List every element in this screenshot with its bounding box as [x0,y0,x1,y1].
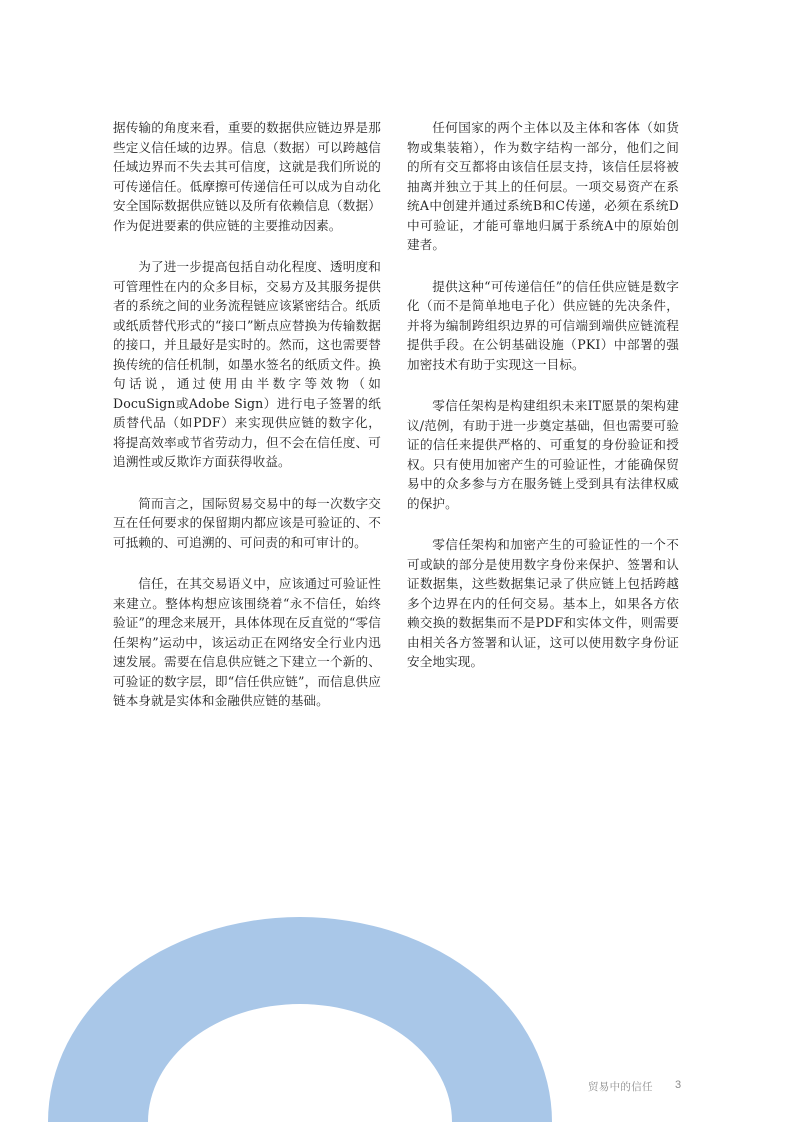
footer-title: 贸易中的信任 [588,1081,653,1093]
body-paragraph: 任何国家的两个主体以及主体和客体（如货物或集装箱），作为数字结构一部分，他们之间的所有交互都将由该信任层支持，该信任层将被抽离并独立于其上的任何层。一项交易资产在系统A中创建并通过系统B和C传递，必须在系统D中可验证，才能可靠地归属于系统A中的原始创建者。 [407,120,679,252]
body-paragraph: 简而言之，国际贸易交易中的每一次数字交互在任何要求的保留期内都应该是可验证的、不可抵赖的、可追溯的、可问责的和可审计的。 [113,495,381,550]
body-paragraph: 零信任架构是构建组织未来IT愿景的架构建议/范例，有助于进一步奠定基础，但也需要可验证的信任来提供严格的、可重复的身份验证和授权。只有使用加密产生的可验证性，才能确保贸易中的众多参与方在服务链上受到具有法律权威的保护。 [407,398,679,511]
page-number: 3 [675,1079,682,1091]
body-paragraph: 零信任架构和加密产生的可验证性的一个不可或缺的部分是使用数字身份来保护、签署和认证数据集，这些数据集记录了供应链上包括跨越多个边界在内的任何交易。基本上，如果各方依赖交换的数据集而不是PDF和实体文件，则需要由相关各方签署和认证，这可以使用数字身份证安全地实现。 [407,537,679,669]
right-column [407,118,679,694]
left-column [113,118,381,733]
body-paragraph: 信任，在其交易语义中，应该通过可验证性来建立。整体构想应该围绕着“永不信任，始终验证”的理念来展开，具体体现在反直觉的“零信任架构”运动中，该运动正在网络安全行业内迅速发展。需要在信息供应链之下建立一个新的、可验证的数字层，即“信任供应链”，而信息供应链本身就是实体和金融供应链的基础。 [113,576,381,708]
body-paragraph: 提供这种“可传递信任”的信任供应链是数字化（而不是简单地电子化）供应链的先决条件，并将为编制跨组织边界的可信端到端供应链流程提供手段。在公钥基础设施（PKI）中部署的强加密技术有助于实现这一目标。 [407,278,679,372]
body-paragraph: 为了进一步提高包括自动化程度、透明度和可管理性在内的众多目标，交易方及其服务提供者的系统之间的业务流程链应该紧密结合。纸质或纸质替代形式的“接口”断点应替换为传输数据的接口，并且最好是实时的。然而，这也需要替换传统的信任机制，如墨水签名的纸质文件。换句话说，通过使用由半数字等效物（如DocuSign或Adobe Sign）进行电子签署的纸质替代品（如PDF）来实现供应链的数字化，将提高效率或节省劳动力，但不会在信任度、可追溯性或反欺诈方面获得收益。 [113,259,381,469]
body-paragraph: 据传输的角度来看，重要的数据供应链边界是那些定义信任域的边界。信息（数据）可以跨越信任域边界而不失去其可信度，这就是我们所说的可传递信任。低摩擦可传递信任可以成为自动化安全国际数据供应链以及所有依赖信息（数据）作为促进要素的供应链的主要推动因素。 [113,120,381,233]
